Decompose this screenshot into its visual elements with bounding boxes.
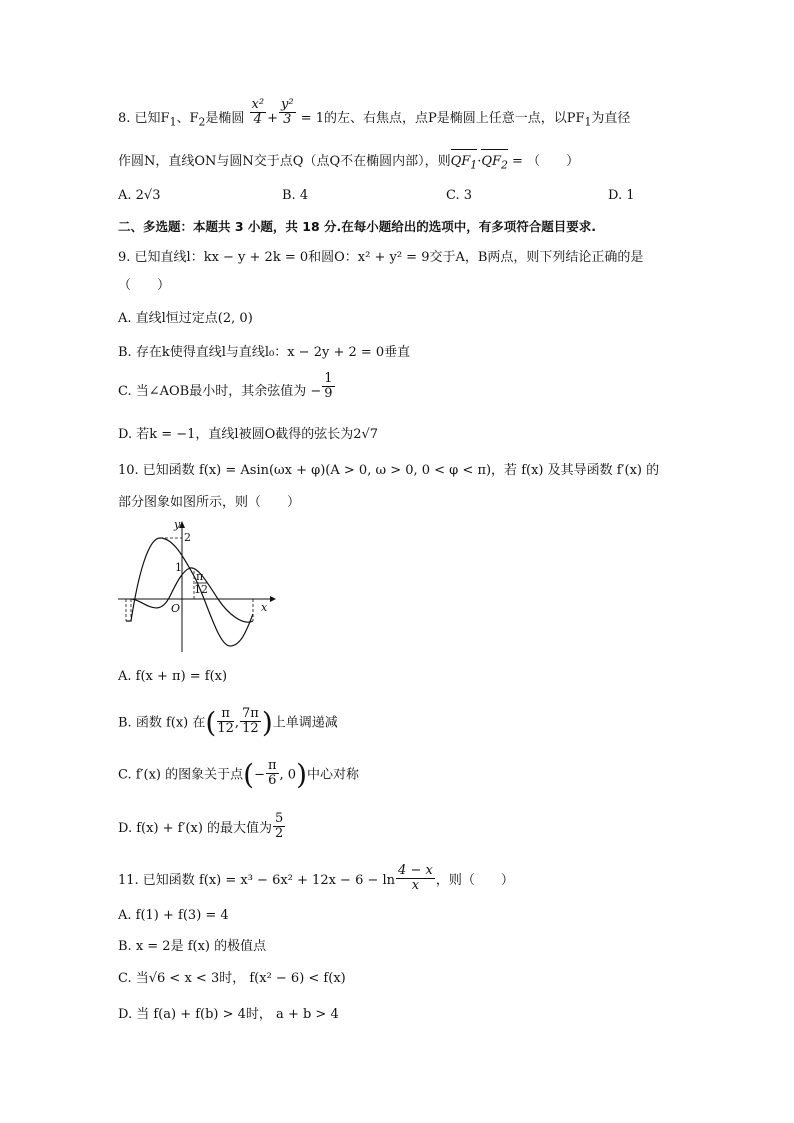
q10-option-b: B. 函数 f(x) 在( $\frac{\pi}{12}$ , $\frac{7\pi}{12}$ )上单调递减 — [118, 705, 338, 739]
q9-option-b: B. 存在k使得直线l与直线l₀：x − 2y + 2 = 0垂直 — [118, 345, 411, 360]
q10-stem-line2: 部分图象如图所示，则（ ） — [118, 495, 301, 510]
q11-option-d: D. 当 f(a) + f(b) > 4时， a + b > 4 — [118, 1007, 339, 1022]
x-axis-label: x — [261, 601, 268, 614]
q8-line1: 8. 已知$F_1$、$F_2$是椭圆 $\frac{\text{x²}}{4}$ + $\frac{\text{y²}}{3}$ = 1的左、右焦点，点P是椭圆上任意一点，以$PF_1$为直径 — [118, 97, 631, 129]
curve-f-prime — [126, 538, 253, 646]
tick-label-1: 1 — [175, 561, 182, 574]
q8-vector-qf1: $QF_1$ — [451, 152, 478, 176]
q8-frac-y: $\frac{\text{y²}}{3}$ — [280, 97, 294, 127]
q8-line2 — [118, 152, 579, 176]
q8-choice-a: A. 2√3 — [118, 188, 161, 203]
q9-option-a: A. 直线l恒过定点(2, 0) — [118, 311, 253, 326]
section-header-multiselect: 二、多选题：本题共 3 小题，共 18 分.在每小题给出的选项中，有多项符合题目要求. — [118, 219, 596, 234]
q8-line2-text: 作圆N，直线ON与圆N交于点Q（点Q不在椭圆内部），则 — [118, 154, 451, 169]
q10-stem-line1: 10. 已知函数 f(x) = Asin(ωx + φ)(A > 0, ω > 0, 0 < φ < π)，若 f(x) 及其导函数 f′(x) 的 — [118, 463, 660, 478]
pi-label: π — [196, 570, 204, 583]
q8-choice-c: C. 3 — [446, 188, 473, 203]
q9-stem-line2: （ ） — [118, 278, 171, 293]
y-axis-label: y — [174, 518, 181, 531]
q8-choice-d: D. 1 — [608, 188, 635, 203]
q11-stem: 11. 已知函数 f(x) = x³ − 6x² + 12x − 6 − ln $\frac{4 - x}{x}$ ，则（ ） — [118, 863, 514, 893]
origin-label: O — [171, 602, 181, 615]
q9-option-c: C. 当∠AOB最小时，其余弦值为 − $\frac{1}{9}$ — [118, 371, 333, 401]
q11-option-a: A. f(1) + f(3) = 4 — [118, 908, 229, 923]
q8-text-c: 是椭圆 — [205, 111, 245, 126]
q11-option-c: C. 当√6 < x < 3时， f(x² − 6) < f(x) — [118, 971, 346, 986]
q8-frac-x: $\frac{\text{x²}}{4}$ — [251, 97, 265, 127]
q9-option-d: D. 若k = −1，直线l被圆O截得的弦长为2√7 — [118, 427, 379, 442]
q9-stem-line1: 9. 已知直线l：kx − y + 2k = 0和圆O：x² + y² = 9交于A，B两点，则下列结论正确的是 — [118, 250, 644, 265]
q10-function-graph — [118, 516, 278, 656]
tick-label-2: 2 — [184, 531, 191, 544]
q8-sub-1: 1 — [169, 115, 177, 129]
curve-f — [131, 568, 253, 622]
q8-text-e: 为直径 — [591, 111, 631, 126]
q8-vector-qf2: $QF_2$ — [481, 152, 508, 176]
q8-choice-b: B. 4 — [282, 188, 309, 203]
q8-sub-3: 1 — [584, 115, 592, 129]
x-axis-arrow — [270, 596, 276, 602]
q11-option-b: B. x = 2是 f(x) 的极值点 — [118, 939, 267, 954]
q8-text-a: 8. 已知F — [118, 111, 170, 126]
q8-text-b: 、F — [176, 111, 199, 126]
q10-option-c: C. f′(x) 的图象关于点(− $\frac{\pi}{6}$ , 0)中心对称 — [118, 757, 360, 791]
q10-option-d: D. f(x) + f′(x) 的最大值为 $\frac{5}{2}$ — [118, 811, 284, 841]
q8-text-d: = 1的左、右焦点，点P是椭圆上任意一点，以PF — [300, 111, 585, 126]
q8-sub-2: 2 — [198, 115, 206, 129]
q10-option-a: A. f(x + π) = f(x) — [118, 669, 228, 684]
q8-dot: · — [477, 154, 482, 169]
q8-paren: = （ ） — [507, 154, 580, 169]
twelve-label: 12 — [194, 583, 208, 596]
